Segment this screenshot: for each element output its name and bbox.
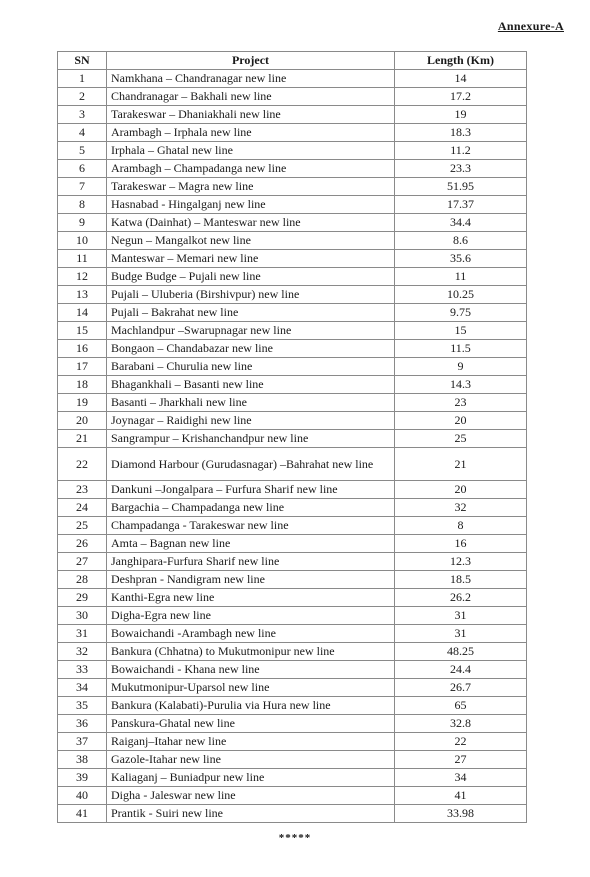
project-cell: Kanthi-Egra new line [107, 589, 395, 607]
length-cell: 24.4 [395, 661, 527, 679]
sn-cell: 24 [58, 499, 107, 517]
table-row [58, 571, 527, 589]
project-cell: Bongaon – Chandabazar new line [107, 340, 395, 358]
sn-cell: 11 [58, 250, 107, 268]
length-cell: 11 [395, 268, 527, 286]
length-cell: 23 [395, 394, 527, 412]
length-cell: 8.6 [395, 232, 527, 250]
length-cell: 32 [395, 499, 527, 517]
project-cell: Bankura (Chhatna) to Mukutmonipur new line [107, 643, 395, 661]
length-cell: 17.2 [395, 88, 527, 106]
length-cell: 19 [395, 106, 527, 124]
sn-cell: 8 [58, 196, 107, 214]
projects-table [57, 51, 527, 823]
table-row [58, 124, 527, 142]
sn-cell: 12 [58, 268, 107, 286]
project-cell: Arambagh – Champadanga new line [107, 160, 395, 178]
table-body [58, 70, 527, 823]
project-cell: Diamond Harbour (Gurudasnagar) –Bahrahat new line [107, 448, 395, 481]
length-cell: 32.8 [395, 715, 527, 733]
sn-cell: 17 [58, 358, 107, 376]
length-cell: 11.5 [395, 340, 527, 358]
project-cell: Negun – Mangalkot new line [107, 232, 395, 250]
sn-cell: 25 [58, 517, 107, 535]
project-cell: Chandranagar – Bakhali new line [107, 88, 395, 106]
project-cell: Budge Budge – Pujali new line [107, 268, 395, 286]
table-row [58, 787, 527, 805]
table-row [58, 214, 527, 232]
sn-cell: 32 [58, 643, 107, 661]
project-cell: Joynagar – Raidighi new line [107, 412, 395, 430]
sn-cell: 20 [58, 412, 107, 430]
length-cell: 23.3 [395, 160, 527, 178]
table-row [58, 178, 527, 196]
sn-cell: 30 [58, 607, 107, 625]
table-row [58, 448, 527, 481]
table-row [58, 715, 527, 733]
sn-cell: 35 [58, 697, 107, 715]
header-sn: SN [58, 52, 107, 70]
project-cell: Bowaichandi -Arambagh new line [107, 625, 395, 643]
header-length: Length (Km) [395, 52, 527, 70]
project-cell: Basanti – Jharkhali new line [107, 394, 395, 412]
project-cell: Manteswar – Memari new line [107, 250, 395, 268]
sn-cell: 26 [58, 535, 107, 553]
project-cell: Panskura-Ghatal new line [107, 715, 395, 733]
table-row [58, 481, 527, 499]
table-row [58, 643, 527, 661]
table-row [58, 268, 527, 286]
project-cell: Bargachia – Champadanga new line [107, 499, 395, 517]
table-row [58, 733, 527, 751]
sn-cell: 41 [58, 805, 107, 823]
project-cell: Raiganj–Itahar new line [107, 733, 395, 751]
sn-cell: 19 [58, 394, 107, 412]
sn-cell: 18 [58, 376, 107, 394]
length-cell: 25 [395, 430, 527, 448]
length-cell: 48.25 [395, 643, 527, 661]
sn-cell: 31 [58, 625, 107, 643]
table-row [58, 304, 527, 322]
length-cell: 33.98 [395, 805, 527, 823]
project-cell: Barabani – Churulia new line [107, 358, 395, 376]
length-cell: 14.3 [395, 376, 527, 394]
sn-cell: 15 [58, 322, 107, 340]
sn-cell: 13 [58, 286, 107, 304]
project-cell: Champadanga - Tarakeswar new line [107, 517, 395, 535]
table-row [58, 412, 527, 430]
sn-cell: 5 [58, 142, 107, 160]
table-row [58, 553, 527, 571]
table-header-row [58, 52, 527, 70]
length-cell: 8 [395, 517, 527, 535]
annexure-label: Annexure-A [497, 19, 564, 33]
length-cell: 31 [395, 625, 527, 643]
table-row [58, 517, 527, 535]
length-cell: 17.37 [395, 196, 527, 214]
table-row [58, 769, 527, 787]
table-row [58, 250, 527, 268]
length-cell: 16 [395, 535, 527, 553]
length-cell: 12.3 [395, 553, 527, 571]
length-cell: 10.25 [395, 286, 527, 304]
length-cell: 65 [395, 697, 527, 715]
table-row [58, 535, 527, 553]
sn-cell: 36 [58, 715, 107, 733]
project-cell: Hasnabad - Hingalganj new line [107, 196, 395, 214]
length-cell: 22 [395, 733, 527, 751]
length-cell: 35.6 [395, 250, 527, 268]
project-cell: Arambagh – Irphala new line [107, 124, 395, 142]
table-row [58, 106, 527, 124]
sn-cell: 16 [58, 340, 107, 358]
table-row [58, 697, 527, 715]
table-row [58, 196, 527, 214]
length-cell: 18.3 [395, 124, 527, 142]
project-cell: Gazole-Itahar new line [107, 751, 395, 769]
project-cell: Mukutmonipur-Uparsol new line [107, 679, 395, 697]
table-row [58, 607, 527, 625]
length-cell: 20 [395, 412, 527, 430]
sn-cell: 21 [58, 430, 107, 448]
sn-cell: 29 [58, 589, 107, 607]
length-cell: 18.5 [395, 571, 527, 589]
length-cell: 31 [395, 607, 527, 625]
project-cell: Pujali – Uluberia (Birshivpur) new line [107, 286, 395, 304]
length-cell: 9.75 [395, 304, 527, 322]
sn-cell: 37 [58, 733, 107, 751]
project-cell: Bhagankhali – Basanti new line [107, 376, 395, 394]
project-cell: Machlandpur –Swarupnagar new line [107, 322, 395, 340]
table-row [58, 160, 527, 178]
sn-cell: 27 [58, 553, 107, 571]
sn-cell: 4 [58, 124, 107, 142]
project-cell: Bankura (Kalabati)-Purulia via Hura new line [107, 697, 395, 715]
project-cell: Dankuni –Jongalpara – Furfura Sharif new line [107, 481, 395, 499]
sn-cell: 7 [58, 178, 107, 196]
sn-cell: 23 [58, 481, 107, 499]
project-cell: Janghipara-Furfura Sharif new line [107, 553, 395, 571]
sn-cell: 14 [58, 304, 107, 322]
table-row [58, 430, 527, 448]
table-row [58, 340, 527, 358]
project-cell: Tarakeswar – Dhaniakhali new line [107, 106, 395, 124]
project-cell: Amta – Bagnan new line [107, 535, 395, 553]
table-row [58, 232, 527, 250]
sn-cell: 3 [58, 106, 107, 124]
table-row [58, 286, 527, 304]
sn-cell: 9 [58, 214, 107, 232]
sn-cell: 34 [58, 679, 107, 697]
length-cell: 15 [395, 322, 527, 340]
project-cell: Sangrampur – Krishanchandpur new line [107, 430, 395, 448]
length-cell: 51.95 [395, 178, 527, 196]
length-cell: 9 [395, 358, 527, 376]
sn-cell: 39 [58, 769, 107, 787]
table-row [58, 589, 527, 607]
length-cell: 21 [395, 448, 527, 481]
sn-cell: 40 [58, 787, 107, 805]
length-cell: 26.2 [395, 589, 527, 607]
project-cell: Bowaichandi - Khana new line [107, 661, 395, 679]
project-cell: Pujali – Bakrahat new line [107, 304, 395, 322]
sn-cell: 28 [58, 571, 107, 589]
table-row [58, 661, 527, 679]
table-row [58, 322, 527, 340]
length-cell: 34 [395, 769, 527, 787]
table-row [58, 751, 527, 769]
sn-cell: 2 [58, 88, 107, 106]
length-cell: 11.2 [395, 142, 527, 160]
table-row [58, 142, 527, 160]
project-cell: Prantik - Suiri new line [107, 805, 395, 823]
sn-cell: 22 [58, 448, 107, 481]
table-row [58, 394, 527, 412]
length-cell: 34.4 [395, 214, 527, 232]
table-row [58, 499, 527, 517]
project-cell: Katwa (Dainhat) – Manteswar new line [107, 214, 395, 232]
table-row [58, 358, 527, 376]
sn-cell: 33 [58, 661, 107, 679]
table-row [58, 805, 527, 823]
project-cell: Irphala – Ghatal new line [107, 142, 395, 160]
length-cell: 26.7 [395, 679, 527, 697]
header-project: Project [107, 52, 395, 70]
length-cell: 41 [395, 787, 527, 805]
sn-cell: 38 [58, 751, 107, 769]
project-cell: Namkhana – Chandranagar new line [107, 70, 395, 88]
project-cell: Digha - Jaleswar new line [107, 787, 395, 805]
sn-cell: 10 [58, 232, 107, 250]
length-cell: 14 [395, 70, 527, 88]
table-row [58, 70, 527, 88]
table-row [58, 679, 527, 697]
project-cell: Kaliaganj – Buniadpur new line [107, 769, 395, 787]
project-cell: Tarakeswar – Magra new line [107, 178, 395, 196]
sn-cell: 6 [58, 160, 107, 178]
project-cell: Digha-Egra new line [107, 607, 395, 625]
length-cell: 20 [395, 481, 527, 499]
table-row [58, 376, 527, 394]
table-row [58, 88, 527, 106]
project-cell: Deshpran - Nandigram new line [107, 571, 395, 589]
footer-stars: ***** [278, 832, 312, 844]
sn-cell: 1 [58, 70, 107, 88]
table-row [58, 625, 527, 643]
length-cell: 27 [395, 751, 527, 769]
